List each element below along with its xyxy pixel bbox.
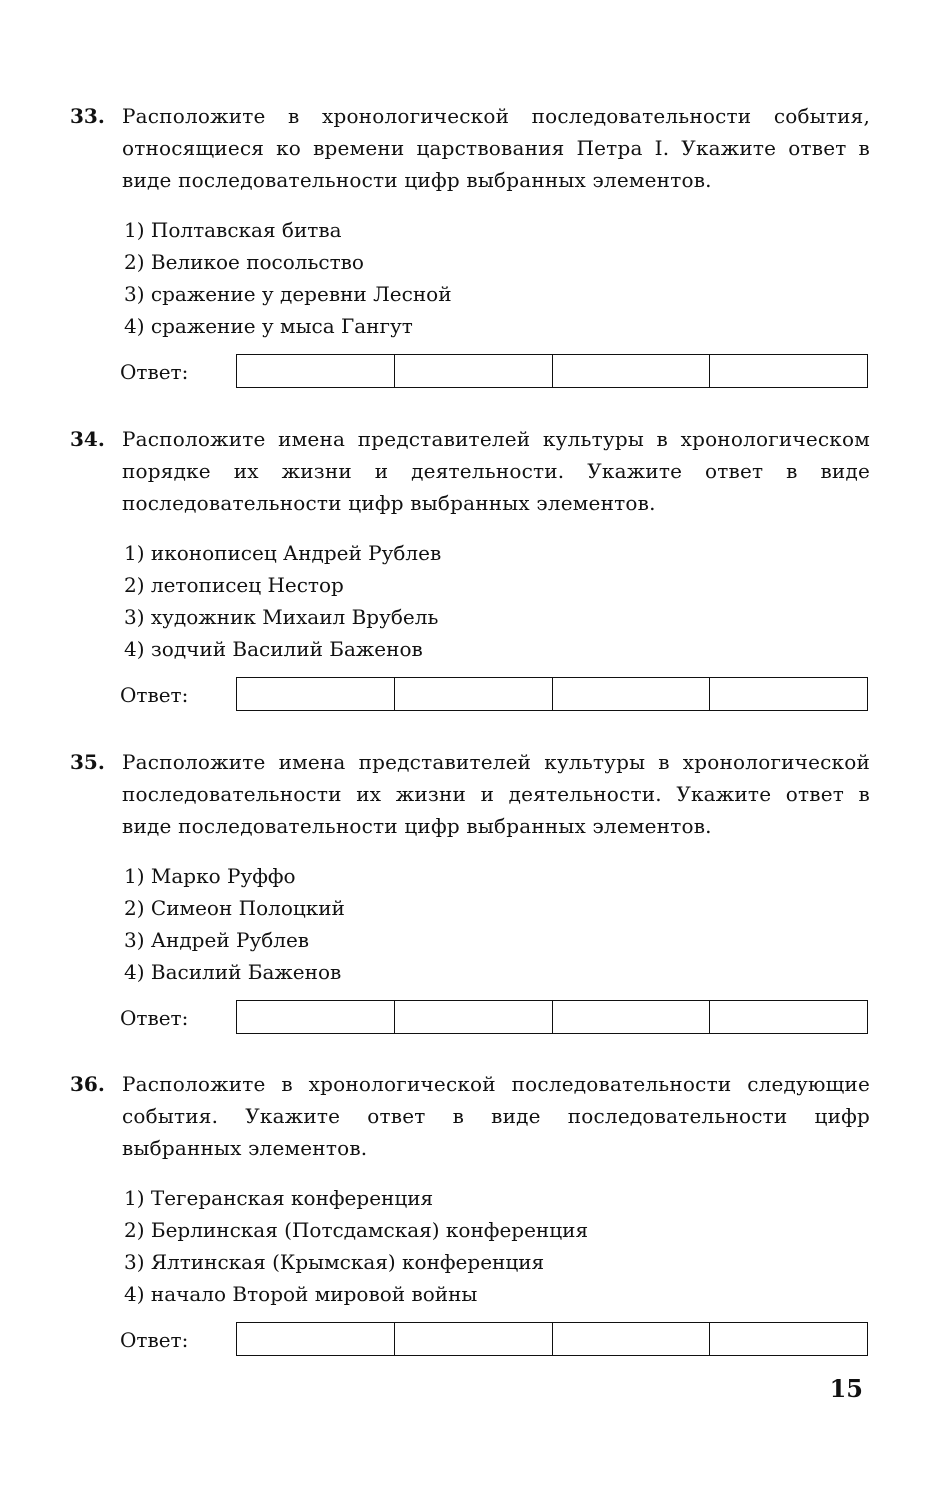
answer-cell[interactable]: [237, 1323, 395, 1355]
task-33: [70, 100, 870, 392]
task-text: Расположите в хронологической последовательности события, относящиеся ко времени царствования Петра I. Укажите ответ в виде последовательности цифр выбранных элементов.: [122, 104, 870, 192]
option-item: 2) летописец Нестор: [124, 573, 344, 597]
answer-cell[interactable]: [553, 355, 711, 387]
option-item: 1) Полтавская битва: [124, 218, 342, 242]
answer-label: Ответ:: [120, 1328, 189, 1352]
answer-cell[interactable]: [237, 678, 395, 710]
task-text: Расположите в хронологической последовательности следующие события. Укажите ответ в виде последовательности цифр выбранных элементов.: [122, 1072, 870, 1160]
option-item: 4) зодчий Василий Баженов: [124, 637, 423, 661]
answer-cell[interactable]: [553, 678, 711, 710]
task-number: 34.: [70, 427, 105, 451]
option-item: 1) Тегеранская конференция: [124, 1186, 434, 1210]
answer-cell[interactable]: [395, 355, 553, 387]
answer-label: Ответ:: [120, 1006, 189, 1030]
answer-cell[interactable]: [710, 1001, 867, 1033]
option-item: 3) Ялтинская (Крымская) конференция: [124, 1250, 545, 1274]
option-item: 4) начало Второй мировой войны: [124, 1282, 478, 1306]
answer-grid: [236, 1000, 868, 1034]
task-36: [70, 1068, 870, 1360]
answer-row: [70, 677, 870, 715]
answer-grid: [236, 1322, 868, 1356]
answer-cell[interactable]: [710, 1323, 867, 1355]
answer-label: Ответ:: [120, 360, 189, 384]
answer-label: Ответ:: [120, 683, 189, 707]
option-item: 3) сражение у деревни Лесной: [124, 282, 452, 306]
answer-cell[interactable]: [553, 1323, 711, 1355]
task-number: 35.: [70, 750, 105, 774]
option-item: 2) Великое посольство: [124, 250, 364, 274]
page-number: 15: [829, 1374, 863, 1403]
options-list: [124, 537, 870, 665]
option-item: 3) художник Михаил Врубель: [124, 605, 439, 629]
answer-grid: [236, 677, 868, 711]
answer-cell[interactable]: [710, 355, 867, 387]
answer-cell[interactable]: [237, 355, 395, 387]
options-list: [124, 1182, 870, 1310]
task-number: 33.: [70, 104, 105, 128]
answer-cell[interactable]: [395, 1323, 553, 1355]
option-item: 4) сражение у мыса Гангут: [124, 314, 413, 338]
answer-grid: [236, 354, 868, 388]
answer-row: [70, 354, 870, 392]
option-item: 3) Андрей Рублев: [124, 928, 310, 952]
answer-cell[interactable]: [395, 678, 553, 710]
answer-cell[interactable]: [553, 1001, 711, 1033]
option-item: 2) Берлинская (Потсдамская) конференция: [124, 1218, 589, 1242]
answer-row: [70, 1322, 870, 1360]
answer-cell[interactable]: [710, 678, 867, 710]
option-item: 1) иконописец Андрей Рублев: [124, 541, 442, 565]
task-text: Расположите имена представителей культуры в хронологической последовательности их жизни и деятельности. Укажите ответ в виде последовательности цифр выбранных элементов.: [122, 750, 870, 838]
answer-cell[interactable]: [237, 1001, 395, 1033]
option-item: 2) Симеон Полоцкий: [124, 896, 345, 920]
answer-cell[interactable]: [395, 1001, 553, 1033]
answer-row: [70, 1000, 870, 1038]
option-item: 4) Василий Баженов: [124, 960, 342, 984]
task-text: Расположите имена представителей культуры в хронологическом порядке их жизни и деятельности. Укажите ответ в виде последовательности цифр выбранных элементов.: [122, 427, 870, 515]
options-list: [124, 214, 870, 342]
option-item: 1) Марко Руффо: [124, 864, 296, 888]
task-number: 36.: [70, 1072, 105, 1096]
task-34: [70, 423, 870, 715]
options-list: [124, 860, 870, 988]
task-35: [70, 746, 870, 1038]
